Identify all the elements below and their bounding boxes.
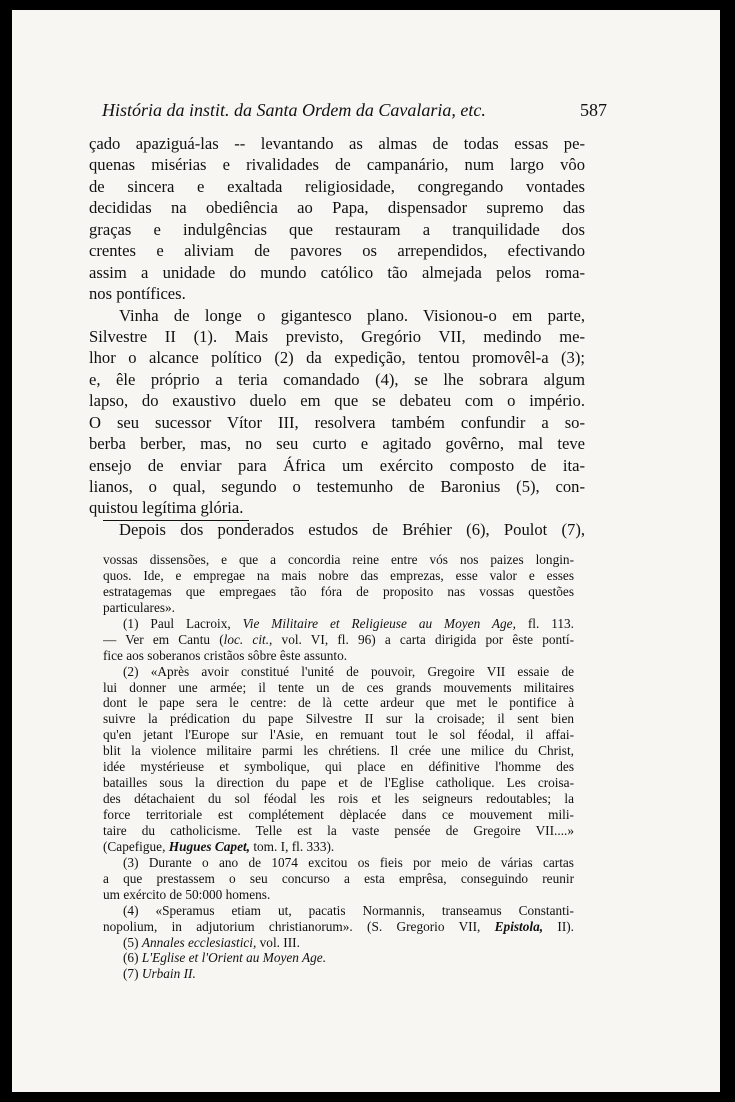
footnote-line: des détachaient du sol féodal les rois et les seigneurs redoutables; la [103,791,574,807]
body-line: de sincera e exaltada religiosidade, congregando vontades [89,176,585,196]
footnote-line: fice aos soberanos cristãos sôbre êste assunto. [103,647,348,663]
body-line: graças e indulgências que restauram a tranquilidade dos [89,219,585,239]
footnote-line: qu'en jetant l'Europe sur l'Asie, en remuant tout le sol féodal, il affai- [103,727,574,743]
footnote-line: vossas dissensões, e que a concordia reine entre vós nos paizes longin- [103,552,574,567]
footnote-line: dont le pape sera le centre: de là cette ardeur que met le pontifice à [103,695,574,711]
body-line: crentes e aliviam de pavores os arrependidos, efectivando [89,241,585,261]
footnote-line: taire du catholicisme. Telle est la vaste pensée de Gregoire VII....» [103,822,574,838]
footnote-rule [103,520,249,521]
footnote-7 [103,966,574,982]
footnote-line: quos. Ide, e empregae na mais nobre das emprezas, esse valor e esses [103,567,574,583]
body-line: Silvestre II (1). Mais previsto, Gregório VII, medindo me- [89,326,585,346]
footnote-line: batailles sous la direction du pape et de l'Eglise catholique. Les croisa- [103,775,574,791]
note-text: vol. III. [259,934,300,950]
footnote-line: lui donner une armée; il tente un de ces grands mouvements militaires [103,679,574,695]
note-text: nopolium, in adjutorium christianorum». (S. Gregorio VII, [103,918,481,934]
footnote-line: estratagemas que empregaes tão fóra de proposito nas vossas questões [103,583,574,599]
note-title: loc. cit., [223,631,273,647]
footnote-line: suivre la prédication du pape Silvestre II sur la croisade; il sent bien [103,711,574,727]
body-line: çado apaziguá-las -- levantando as almas de todas essas pe- [89,134,585,153]
footnote-2: (2) «Après avoir constitué l'unité de pouvoir, Gregoire VII essaie de [123,663,574,679]
body-line: O seu sucessor Vítor III, resolvera também confundir a so- [89,412,585,432]
page-number: 587 [580,100,607,120]
body-text [89,133,585,540]
note-text: vol. VI, fl. 96) a carta dirigida por êste pontí- [281,631,574,647]
body-line: Vinha de longe o gigantesco plano. Visionou-o em parte, [119,305,585,325]
footnote-line: force territoriale est complétement dèplacée dans ce mouvement mili- [103,807,574,822]
note-title: Urbain II. [141,966,196,982]
footnote-5 [103,935,574,951]
footnote-4: (4) «Speramus etiam ut, pacatis Normannis, transeamus Constanti- [123,902,574,918]
note-text: tom. I, fl. 333). [253,838,335,854]
body-line: quenas misérias e rivalidades de campanário, num largo vôo [89,155,585,175]
note-title: Epistola, [494,918,544,934]
note-text: II). [557,918,574,934]
body-line: berba berber, mas, no seu curto e agitado govêrno, mal teve [89,434,585,454]
running-header [102,100,607,128]
footnote-line [103,919,574,935]
footnote-line: blit la violence militaire parmi les chrétiens. Il crée une milice du Christ, [103,743,574,759]
footnote-3: (3) Durante o ano de 1074 excitou os fieis por meio de várias cartas [123,854,574,870]
note-number: (6) [123,950,139,966]
body-line: Depois dos ponderados estudos de Bréhier (6), Poulot (7), [119,519,585,539]
footnote-line [103,839,574,855]
footnote-1 [103,616,574,632]
body-line: quistou legítima glória. [89,498,244,518]
footnotes [103,552,574,982]
body-line: lapso, do exaustivo duelo em que se debateu com o império. [89,391,585,411]
note-text: (Capefigue, [103,838,166,854]
note-title: Annales ecclesiastici, [141,934,257,950]
body-line: nos pontífices. [89,284,186,304]
body-line: decididas na obediência ao Papa, dispensador supremo das [89,198,585,218]
body-line: lhor o alcance político (2) da expedição, tentou promovêl-a (3); [89,348,585,368]
running-title: História da instit. da Santa Ordem da Cavalaria, etc. [102,100,486,120]
note-title: L'Eglise et l'Orient au Moyen Age. [141,950,327,966]
body-line: e, êle próprio a teria comandado (4), se lhe sobrara algum [89,369,585,389]
note-text: fl. 113. [527,615,574,631]
note-number: (7) [123,966,139,982]
note-title: Vie Militaire et Religieuse au Moyen Age, [242,615,516,631]
body-line: assim a unidade do mundo católico tão almejada pelos roma- [89,262,585,282]
note-text: (1) Paul Lacroix, [123,615,231,631]
footnote-line [103,632,574,648]
footnote-6 [103,950,574,966]
note-text: — Ver em Cantu ( [103,631,224,647]
footnote-line: um exército de 50:000 homens. [103,886,271,902]
footnote-line: particulares». [103,599,175,615]
body-line: lianos, o qual, segundo o testemunho de Baronius (5), con- [89,477,585,496]
note-number: (5) [123,934,139,950]
note-title: Hugues Capet, [168,838,251,854]
body-line: ensejo de enviar para África um exército composto de ita- [89,455,585,475]
footnote-line: a que prestassem o seu concurso a esta emprêsa, conseguindo reunir [103,870,574,886]
footnote-line: idée mystérieuse et symbolique, qui place en définitive l'homme des [103,759,574,775]
